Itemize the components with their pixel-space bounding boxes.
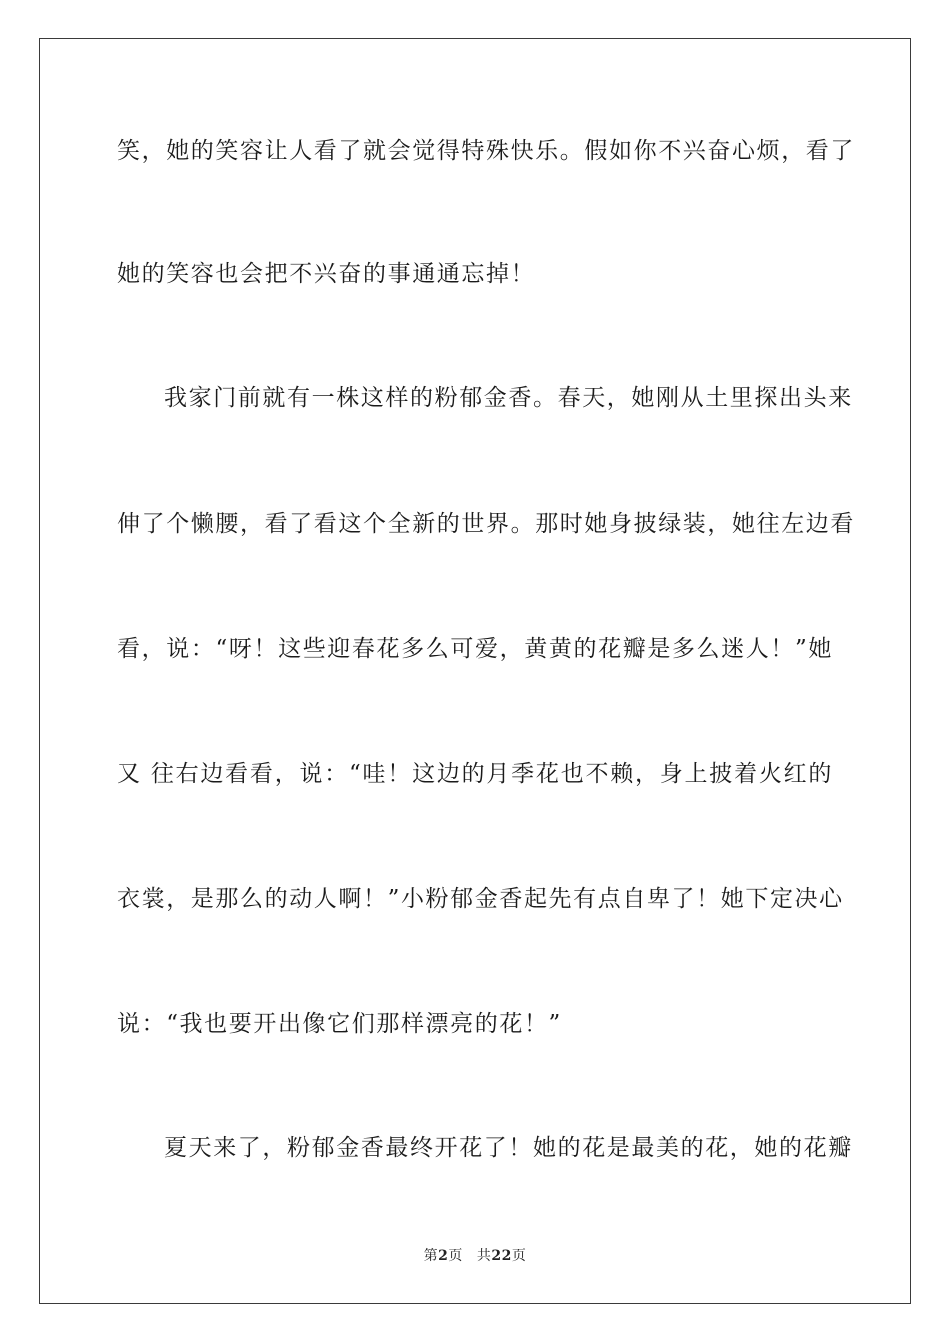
text-line-1: 笑，她的笑容让人看了就会觉得特殊快乐。假如你不兴奋心烦，看了 bbox=[117, 138, 855, 164]
total-prefix: 共 bbox=[476, 1248, 492, 1264]
text-line-5: 看，说：“呀！这些迎春花多么可爱，黄黄的花瓣是多么迷人！”她 bbox=[117, 636, 833, 662]
page-unit: 页 bbox=[448, 1248, 463, 1264]
text-line-3: 我家门前就有一株这样的粉郁金香。春天，她刚从土里探出头来 bbox=[164, 385, 853, 411]
page-prefix: 第 bbox=[423, 1248, 439, 1264]
text-line-4: 伸了个懒腰，看了看这个全新的世界。那时她身披绿装，她往左边看 bbox=[117, 511, 855, 537]
text-line-2: 她的笑容也会把不兴奋的事通通忘掉！ bbox=[117, 261, 536, 287]
page-footer bbox=[0, 1246, 950, 1266]
text-line-9: 夏天来了，粉郁金香最终开花了！她的花是最美的花，她的花瓣 bbox=[164, 1135, 853, 1161]
total-page-count: 22 bbox=[491, 1248, 512, 1264]
total-unit: 页 bbox=[511, 1248, 527, 1264]
text-line-8: 说：“我也要开出像它们那样漂亮的花！” bbox=[117, 1011, 562, 1037]
text-line-6: 又 往右边看看，说：“哇！这边的月季花也不赖，身上披着火红的 bbox=[117, 761, 833, 787]
text-line-7: 衣裳，是那么的动人啊！”小粉郁金香起先有点自卑了！她下定决心 bbox=[117, 886, 844, 912]
current-page-number: 2 bbox=[438, 1248, 449, 1264]
page-border bbox=[39, 38, 911, 1304]
